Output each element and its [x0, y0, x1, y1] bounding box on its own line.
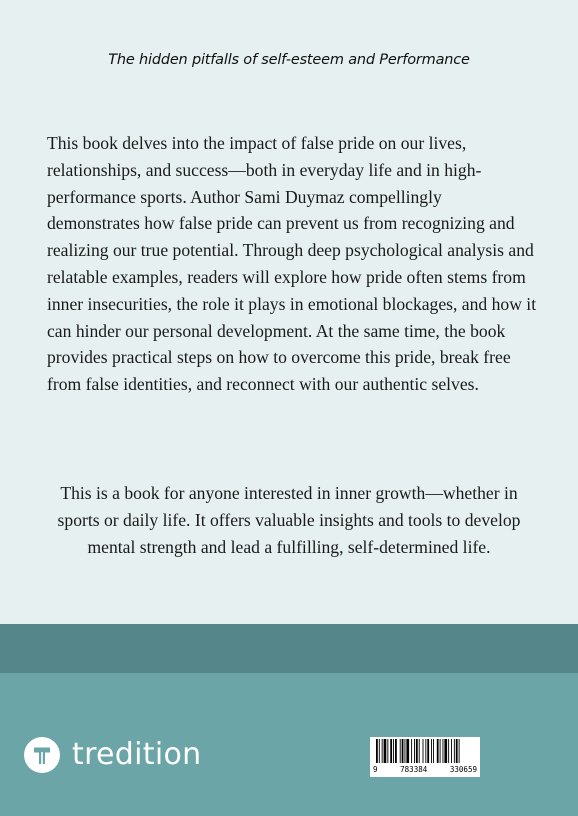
publisher-logo	[24, 736, 201, 774]
book-description: This book delves into the impact of false pride on our lives, relationships, and success—both in everyday life and in high-performance sports. Author Sami Duymaz compellingly demonstrates how false pride can prevent us from recognizing and realizing our true potential. Through deep psychological analysis and relatable examples, readers will explore how pride often stems from inner insecurities, the role it plays in emotional blockages, and how it can hinder our personal development. At the same time, the book provides practical steps on how to overcome this pride, break free from false identities, and reconnect with our authentic selves.	[47, 133, 537, 395]
isbn-barcode	[370, 737, 480, 777]
barcode-left-group: 783384	[400, 765, 428, 774]
publisher-name: tredition	[72, 737, 202, 772]
book-subtitle: The hidden pitfalls of self-esteem and Performance	[108, 52, 470, 68]
barcode-right-group: 330659	[449, 765, 477, 774]
barcode-lead-digit: 9	[373, 765, 378, 774]
color-band-dark	[0, 624, 578, 673]
barcode-digits	[373, 765, 477, 774]
barcode-bars	[374, 739, 476, 765]
book-closing-statement: This is a book for anyone interested in inner growth—whether in sports or daily life. It offers valuable insights and tools to develop mental strength and lead a fulfilling, self-determined life.	[57, 483, 521, 557]
tredition-logo-icon	[24, 737, 60, 773]
